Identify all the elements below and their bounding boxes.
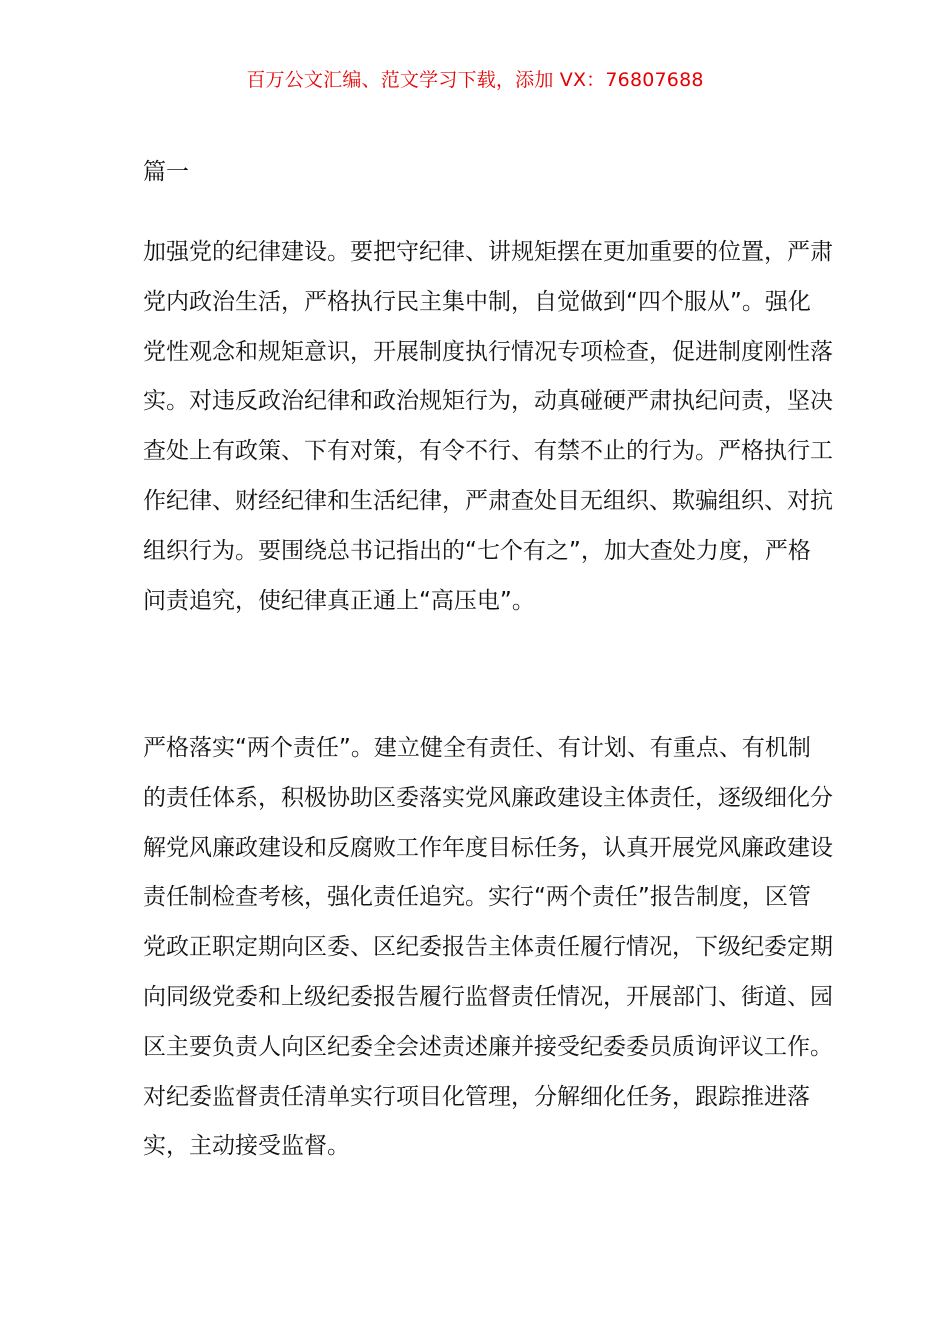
paragraph-responsibilities: 严格落实“两个责任”。建立健全有责任、有计划、有重点、有机制的责任体系，积极协助区委落实党风廉政建设主体责任，逐级细化分解党风廉政建设和反腐败工作年度目标任务，认真开展党风廉政建设责任制检查考核，强化责任追究。实行“两个责任”报告制度，区管党政正职定期向区委、区纪委报告主体责任履行情况，下级纪委定期向同级党委和上级纪委报告履行监督责任情况，开展部门、街道、园区主要负责人向区纪委全会述责述廉并接受纪委委员质询评议工作。对纪委监督责任清单实行项目化管理，分解细化任务，跟踪推进落实，主动接受监督。: [143, 735, 833, 1160]
watermark-header: 百万公文汇编、范文学习下载，添加 VX：76807688: [246, 69, 704, 91]
paragraph-discipline: 加强党的纪律建设。要把守纪律、讲规矩摆在更加重要的位置，严肃党内政治生活，严格执行民主集中制，自觉做到“四个服从”。强化党性观念和规矩意识，开展制度执行情况专项检查，促进制度刚性落实。对违反政治纪律和政治规矩行为，动真碰硬严肃执纪问责，坚决查处上有政策、下有对策，有令不行、有禁不止的行为。严格执行工作纪律、财经纪律和生活纪律，严肃查处目无组织、欺骗组织、对抗组织行为。要围绕总书记指出的“七个有之”，加大查处力度，严格问责追究，使纪律真正通上“高压电”。: [143, 239, 833, 614]
section-title: 篇一: [143, 159, 189, 185]
